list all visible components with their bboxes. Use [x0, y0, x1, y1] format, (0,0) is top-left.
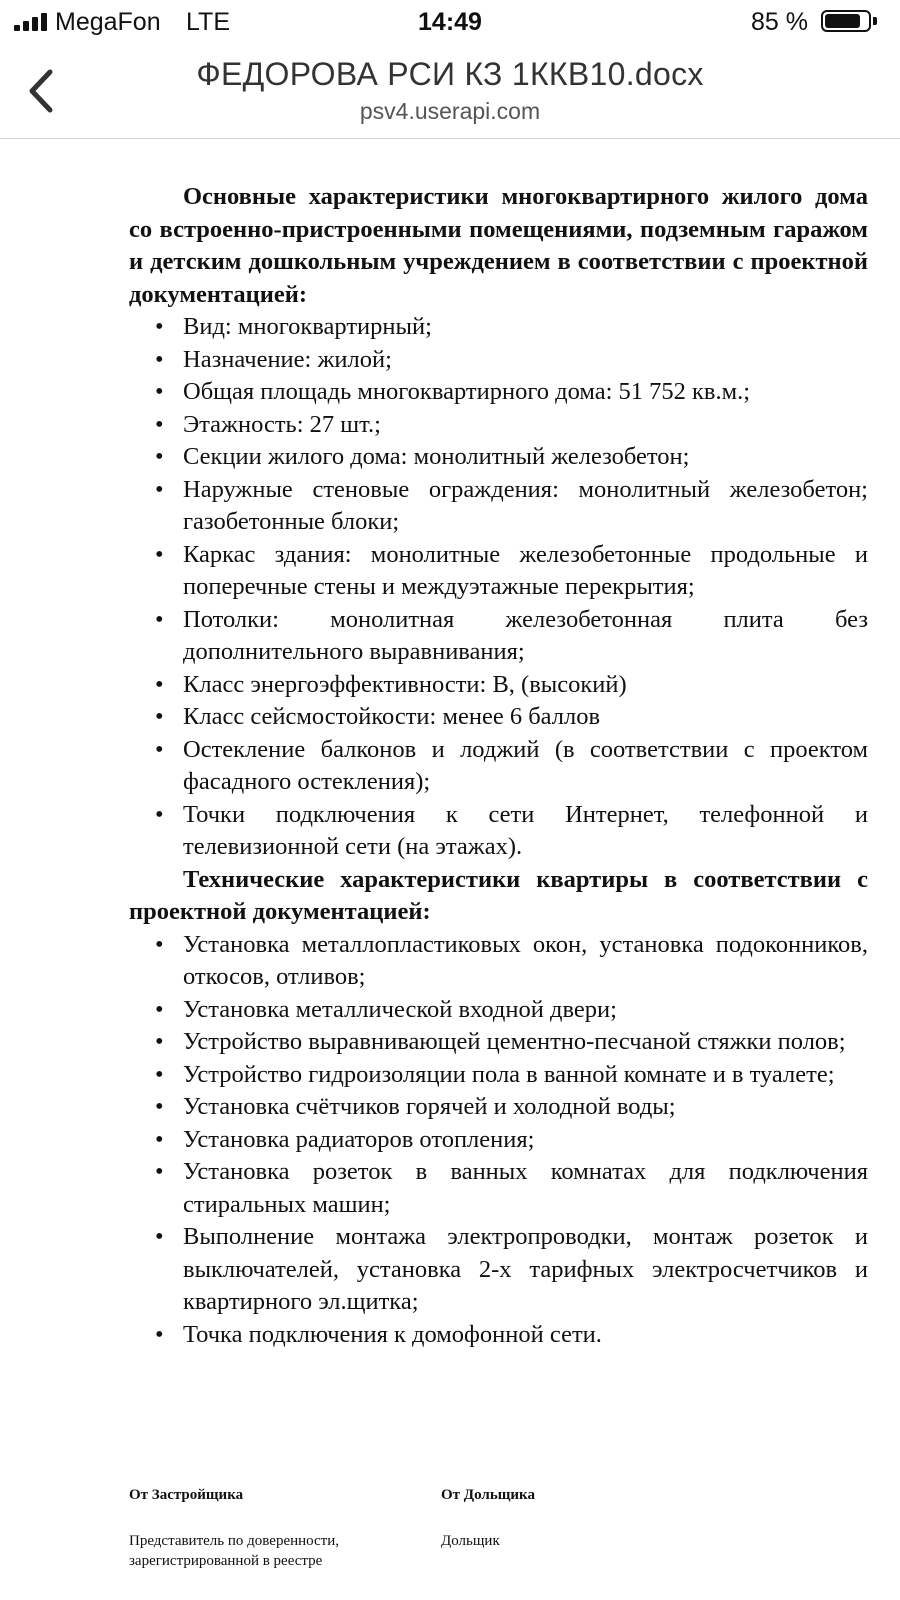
list-item: • Установка счётчиков горячей и холодной воды; [129, 1091, 868, 1124]
document-title: ФЕДОРОВА РСИ КЗ 1ККВ10.docx [196, 56, 704, 92]
chevron-left-icon [18, 64, 68, 114]
document-url: psv4.userapi.com [359, 98, 541, 124]
list-item: • Установка металлопластиковых окон, установка подоконников, откосов, отливов; [129, 929, 868, 994]
list-item: • Остекление балконов и лоджий (в соответствии с проектом фасадного остекления); [129, 734, 868, 799]
building-characteristics-list [129, 311, 868, 864]
document-body [129, 181, 868, 1351]
list-item: • Общая площадь многоквартирного дома: 51 752 кв.м.; [129, 376, 868, 409]
status-time: 14:49 [418, 8, 482, 36]
list-item: • Вид: многоквартирный; [129, 311, 868, 344]
list-item: • Установка металлической входной двери; [129, 994, 868, 1027]
list-item: • Установка розеток в ванных комнатах для подключения стиральных машин; [129, 1156, 868, 1221]
developer-signature-block [129, 1485, 419, 1571]
network-type: LTE [186, 8, 230, 36]
shareholder-signature-block [441, 1485, 741, 1551]
shareholder-signature-text: Дольщик [441, 1533, 500, 1549]
apartment-characteristics-list [129, 929, 868, 1352]
list-item: • Назначение: жилой; [129, 344, 868, 377]
list-item: • Потолки: монолитная железобетонная плита без дополнительного выравнивания; [129, 604, 868, 669]
developer-signature-title: От Застройщика [129, 1487, 244, 1503]
status-bar [0, 0, 900, 44]
list-item: • Секции жилого дома: монолитный железобетон; [129, 441, 868, 474]
carrier-name: MegaFon [55, 8, 161, 36]
list-item: • Класс энергоэффективности: В, (высокий) [129, 669, 868, 702]
battery-level [825, 14, 860, 28]
battery-cap [873, 17, 877, 25]
navigation-bar [0, 44, 900, 139]
section-heading-apartment: Технические характеристики квартиры в соответствии с проектной документацией: [129, 865, 868, 925]
list-item: • Класс сейсмостойкости: менее 6 баллов [129, 701, 868, 734]
list-item: • Устройство выравнивающей цементно-песчаной стяжки полов; [129, 1026, 868, 1059]
list-item: • Наружные стеновые ограждения: монолитный железобетон; газобетонные блоки; [129, 474, 868, 539]
list-item: • Этажность: 27 шт.; [129, 409, 868, 442]
list-item: • Выполнение монтажа электропроводки, монтаж розеток и выключателей, установка 2-х тарифных электросчетчиков и квартирного эл.щитка; [129, 1221, 868, 1319]
list-item: • Установка радиаторов отопления; [129, 1124, 868, 1157]
shareholder-signature-title: От Дольщика [441, 1487, 535, 1503]
section-heading-building: Основные характеристики многоквартирного жилого дома со встроенно-пристроенными помещениями, подземным гаражом и детским дошкольным учреждением в соответствии с проектной документацией: [129, 183, 868, 308]
list-item: • Устройство гидроизоляции пола в ванной комнате и в туалете; [129, 1059, 868, 1092]
back-button[interactable] [18, 64, 68, 114]
developer-signature-text: Представитель по доверенности, зарегистрированной в реестре [129, 1533, 340, 1569]
battery-icon [821, 10, 871, 32]
list-item: • Точка подключения к домофонной сети. [129, 1319, 868, 1352]
list-item: • Каркас здания: монолитные железобетонные продольные и поперечные стены и междуэтажные перекрытия; [129, 539, 868, 604]
list-item: • Точки подключения к сети Интернет, телефонной и телевизионной сети (на этажах). [129, 799, 868, 864]
battery-percentage: 85 % [751, 8, 808, 36]
